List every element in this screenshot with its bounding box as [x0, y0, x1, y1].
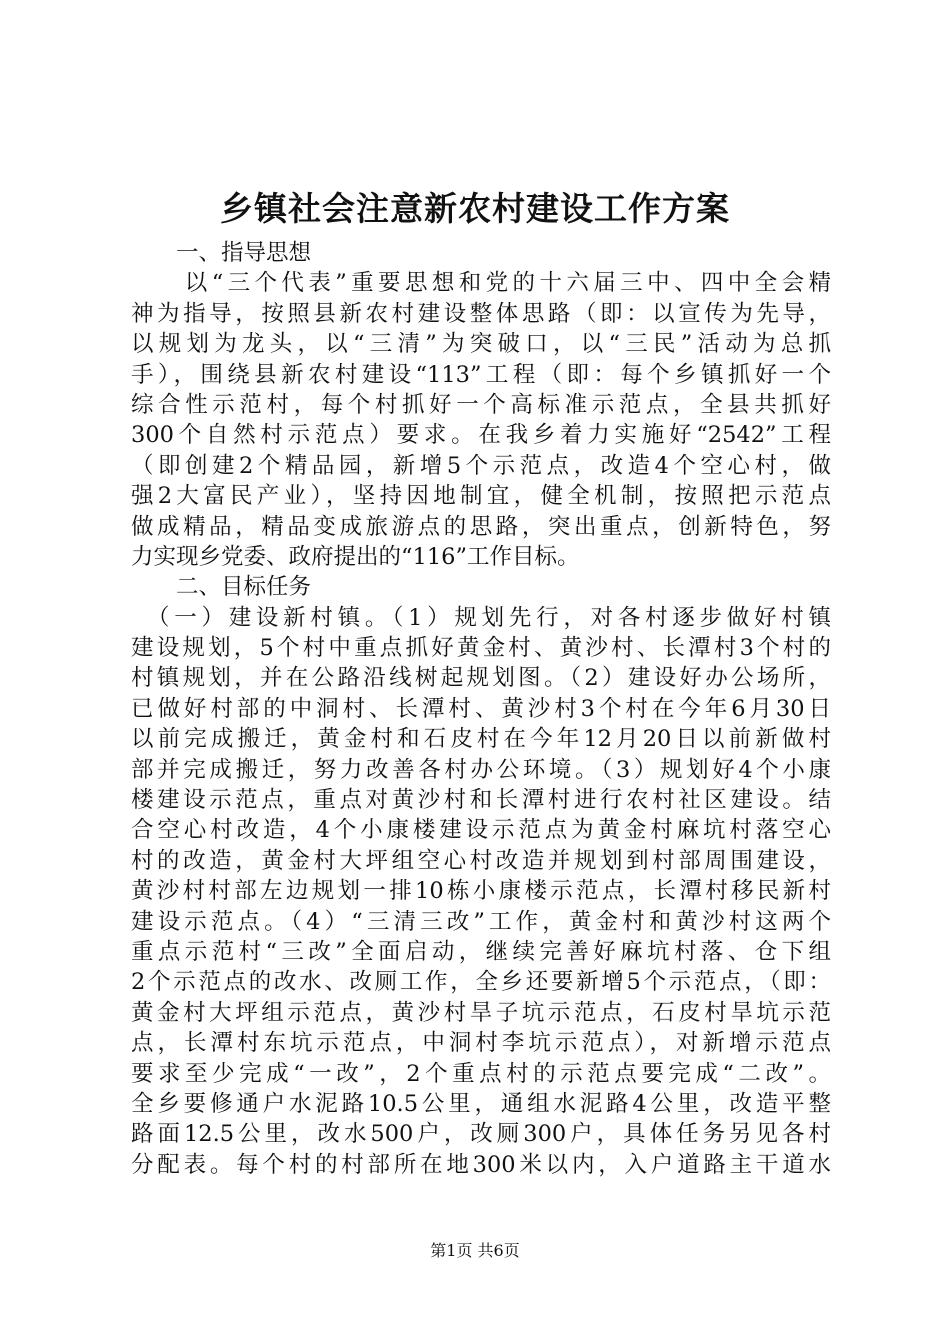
body-line: 力实现乡党委、政府提出的“116”工作目标。 — [131, 543, 580, 570]
body-line: 强2大富民产业），坚持因地制宜，健全机制，按照把示范点 — [131, 483, 831, 510]
body-line: 以“三个代表”重要思想和党的十六届三中、四中全会精 — [131, 270, 831, 297]
body-line: 分配表。每个村的村部所在地300米以内，入户道路主干道水 — [131, 1151, 831, 1178]
body-line: 全乡要修通户水泥路10.5公里，通组水泥路4公里，改造平整 — [131, 1090, 831, 1117]
body-line: 村镇规划，并在公路沿线树起规划图。（2）建设好办公场所， — [131, 665, 831, 692]
body-line: 以规划为龙头，以“三清”为突破口，以“三民”活动为总抓 — [131, 331, 831, 358]
body-line: 2个示范点的改水、改厕工作，全乡还要新增5个示范点，（即： — [131, 969, 831, 996]
body-line: 已做好村部的中洞村、长潭村、黄沙村3个村在今年6月30日 — [131, 695, 831, 722]
body-line: 要求至少完成“一改”，2个重点村的示范点要完成“二改”。 — [131, 1060, 831, 1087]
body-line: 部并完成搬迁，努力改善各村办公环境。（3）规划好4个小康 — [131, 756, 831, 783]
body-line: （即创建2个精品园，新增5个示范点，改造4个空心村，做 — [131, 452, 831, 479]
body-line: （一）建设新村镇。（1）规划先行，对各村逐步做好村镇 — [131, 604, 831, 631]
body-line: 重点示范村“三改”全面启动，继续完善好麻坑村落、仓下组 — [131, 938, 831, 965]
body-line: 手），围绕县新农村建设“113”工程（即：每个乡镇抓好一个 — [131, 361, 831, 388]
body-line: 建设规划，5个村中重点抓好黄金村、黄沙村、长潭村3个村的 — [131, 635, 831, 662]
body-line: 做成精品，精品变成旅游点的思路，突出重点，创新特色，努 — [131, 513, 831, 540]
body-line: 黄金村大坪组示范点，黄沙村旱子坑示范点，石皮村旱坑示范 — [131, 999, 831, 1026]
body-line: 综合性示范村，每个村抓好一个高标准示范点，全县共抓好 — [131, 391, 831, 418]
body-line: 300个自然村示范点）要求。在我乡着力实施好“2542”工程 — [131, 422, 831, 449]
body-line: 以前完成搬迁，黄金村和石皮村在今年12月20日以前新做村 — [131, 726, 831, 753]
body-line: 合空心村改造，4个小康楼建设示范点为黄金村麻坑村落空心 — [131, 817, 831, 844]
body-line: 黄沙村村部左边规划一排10栋小康楼示范点，长潭村移民新村 — [131, 878, 831, 905]
page-title: 乡镇社会注意新农村建设工作方案 — [220, 189, 730, 228]
body-line: 路面12.5公里，改水500户，改厕300户，具体任务另见各村 — [131, 1121, 831, 1148]
page-footer: 第1页 共6页 — [430, 1241, 520, 1260]
body-line: 楼建设示范点，重点对黄沙村和长潭村进行农村社区建设。结 — [131, 787, 831, 814]
body-line: 神为指导，按照县新农村建设整体思路（即：以宣传为先导， — [131, 300, 831, 327]
section-heading: 二、目标任务 — [176, 574, 312, 601]
body-line: 点，长潭村东坑示范点，中洞村李坑示范点），对新增示范点 — [131, 1030, 831, 1057]
body-line: 村的改造，黄金村大坪组空心村改造并规划到村部周围建设， — [131, 847, 831, 874]
body-line: 建设示范点。（4）“三清三改”工作，黄金村和黄沙村这两个 — [131, 908, 831, 935]
section-heading: 一、指导思想 — [176, 240, 312, 266]
document-body — [131, 238, 831, 1180]
